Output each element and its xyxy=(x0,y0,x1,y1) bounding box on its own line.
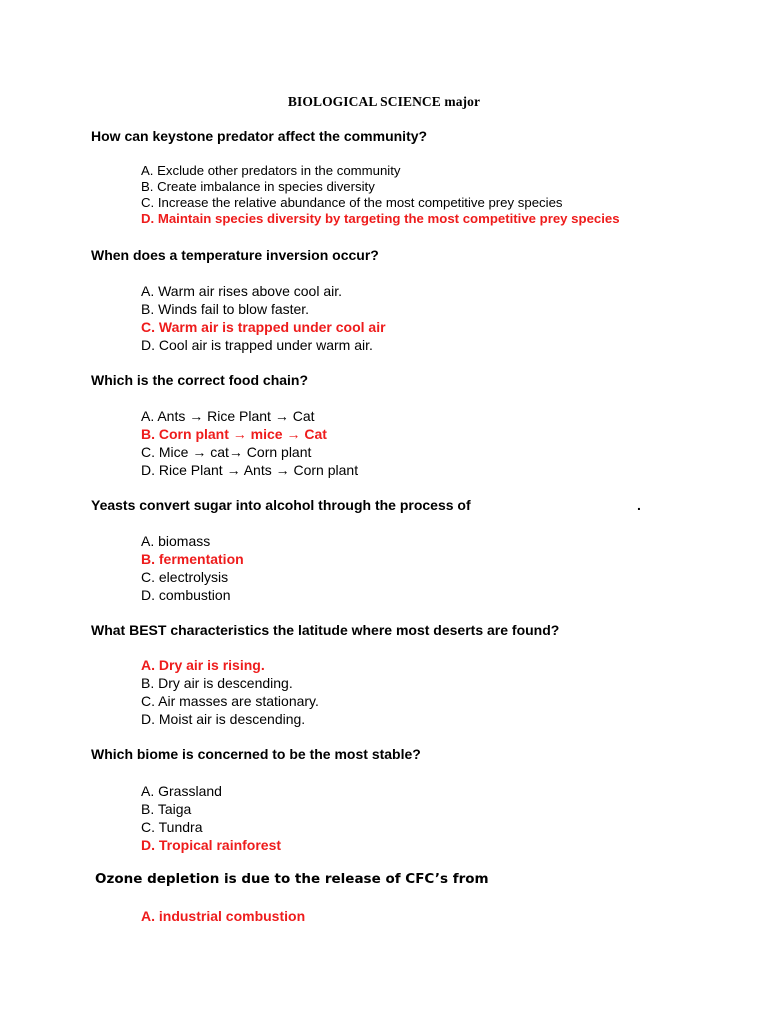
question-7-option-a-correct: A. industrial combustion xyxy=(141,908,306,924)
question-6-option-a: A. Grassland xyxy=(141,783,222,799)
question-1: How can keystone predator affect the community? xyxy=(91,128,428,144)
question-7: Ozone depletion is due to the release of CFC’s from xyxy=(95,871,489,887)
question-2-options xyxy=(141,282,386,354)
question-1-option-a: A. Exclude other predators in the community xyxy=(141,163,401,178)
question-2-option-a: A. Warm air rises above cool air. xyxy=(141,283,342,299)
question-6-options xyxy=(141,782,281,854)
question-3: Which is the correct food chain? xyxy=(91,372,309,388)
question-1-option-c: C. Increase the relative abundance of the most competitive prey species xyxy=(141,195,563,210)
question-5-option-a-correct: A. Dry air is rising. xyxy=(141,657,265,673)
question-4-option-a: A. biomass xyxy=(141,533,211,549)
question-3-options xyxy=(141,407,358,479)
question-1-option-b: B. Create imbalance in species diversity xyxy=(141,179,375,194)
question-5-option-d: D. Moist air is descending. xyxy=(141,711,306,727)
question-2: When does a temperature inversion occur? xyxy=(91,247,379,263)
question-4-options xyxy=(141,532,244,604)
question-6-option-b: B. Taiga xyxy=(141,801,192,817)
question-2-option-b: B. Winds fail to blow faster. xyxy=(141,301,310,317)
question-7-options xyxy=(141,907,305,925)
question-5-option-b: B. Dry air is descending. xyxy=(141,675,293,691)
question-5-option-c: C. Air masses are stationary. xyxy=(141,693,319,709)
question-2-option-d: D. Cool air is trapped under warm air. xyxy=(141,337,373,353)
question-4-blank-end: . xyxy=(637,497,641,513)
question-1-options xyxy=(141,163,620,227)
question-6: Which biome is concerned to be the most stable? xyxy=(91,746,421,762)
question-2-option-c-correct: C. Warm air is trapped under cool air xyxy=(141,319,386,335)
question-5: What BEST characteristics the latitude where most deserts are found? xyxy=(91,622,560,638)
question-4 xyxy=(91,497,651,513)
document-title: BIOLOGICAL SCIENCE major xyxy=(287,94,481,109)
question-4-option-d: D. combustion xyxy=(141,587,231,603)
question-3-option-b-correct: B. Corn plant → mice → Cat xyxy=(141,426,327,442)
question-3-option-c: C. Mice → cat→ Corn plant xyxy=(141,444,312,460)
question-6-option-d-correct: D. Tropical rainforest xyxy=(141,837,282,853)
question-3-option-a: A. Ants → Rice Plant → Cat xyxy=(141,408,315,424)
question-5-options xyxy=(141,656,319,728)
question-4-option-b-correct: B. fermentation xyxy=(141,551,244,567)
question-4-option-c: C. electrolysis xyxy=(141,569,229,585)
question-6-option-c: C. Tundra xyxy=(141,819,203,835)
question-4-text: Yeasts convert sugar into alcohol through the process of xyxy=(91,497,471,513)
question-1-option-d-correct: D. Maintain species diversity by targeting the most competitive prey species xyxy=(141,211,620,226)
question-3-option-d: D. Rice Plant → Ants → Corn plant xyxy=(141,462,359,478)
